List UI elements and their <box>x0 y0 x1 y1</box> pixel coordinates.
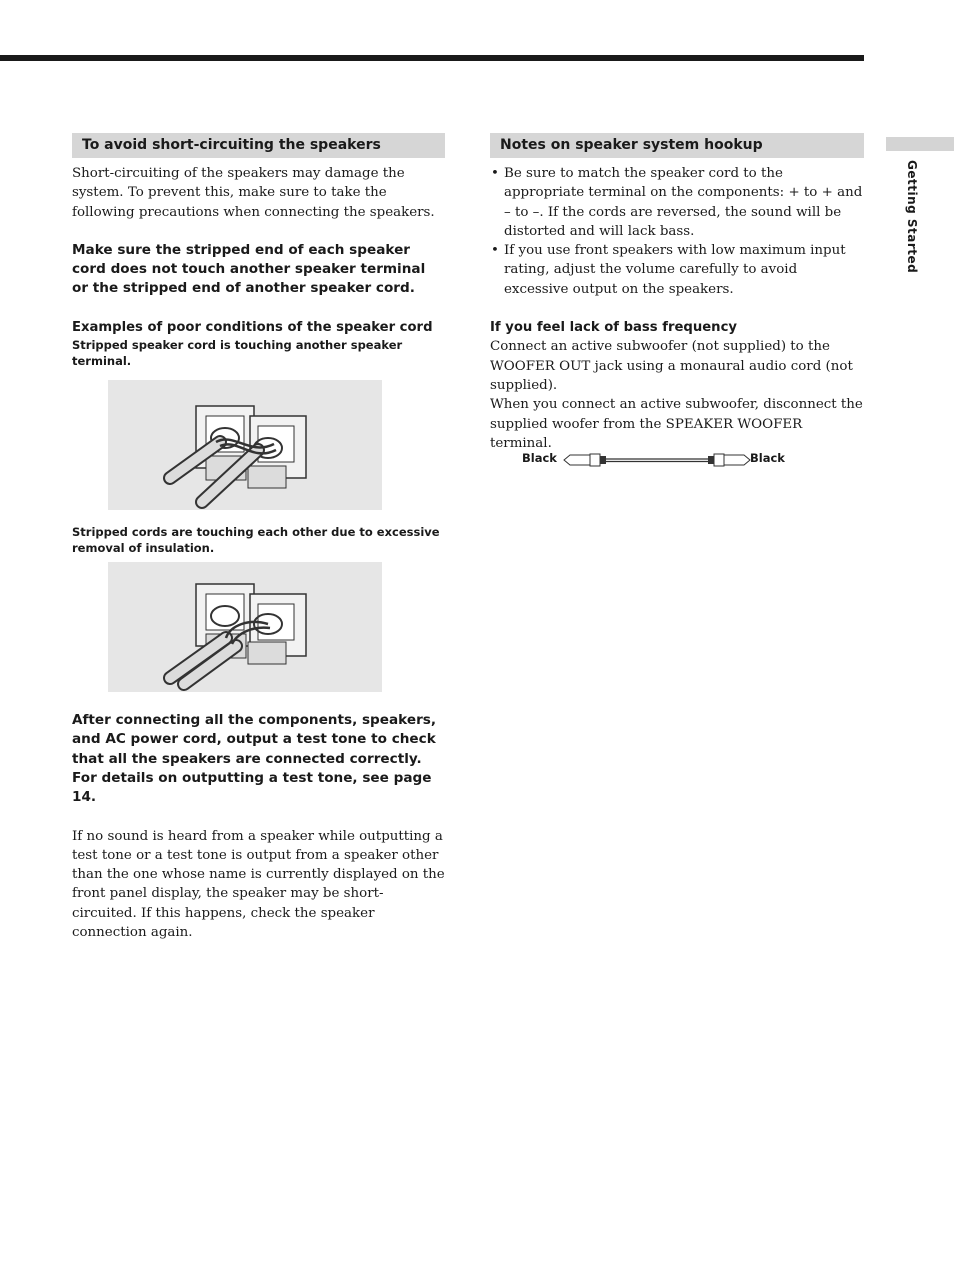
hookup-notes-list <box>490 164 864 299</box>
hookup-notes-heading: Notes on speaker system hookup <box>490 133 864 158</box>
example1-caption: Stripped speaker cord is touching another speaker terminal. <box>72 338 403 369</box>
speaker-terminal-illustration-2 <box>108 562 382 692</box>
bass-paragraph-2: When you connect an active subwoofer, disconnect the supplied woofer from the SPEAKER WOOFER terminal. <box>490 397 863 451</box>
section-tab-label: Getting Started <box>905 160 919 274</box>
cable-right-label: Black <box>750 451 785 465</box>
examples-title: Examples of poor conditions of the speaker cord <box>72 319 433 335</box>
list-item: • If you use front speakers with low maximum input rating, adjust the volume carefully to avoid excessive output on the speakers. <box>490 241 864 299</box>
cable-left-label: Black <box>522 451 557 465</box>
left-column <box>72 133 445 942</box>
short-circuit-intro: Short-circuiting of the speakers may damage the system. To prevent this, make sure to take the following precautions when connecting the speakers. <box>72 166 435 220</box>
bass-paragraph-1: Connect an active subwoofer (not supplied) to the WOOFER OUT jack using a monaural audio cord (not supplied). <box>490 339 853 393</box>
example2-caption: Stripped cords are touching each other due to excessive removal of insulation. <box>72 525 440 556</box>
no-sound-paragraph: If no sound is heard from a speaker while outputting a test tone or a test tone is output from a speaker other than the one whose name is currently displayed on the front panel display, the speaker may be short-circuited. If this happens, check the speaker connection again. <box>72 828 445 941</box>
speaker-terminal-illustration-1 <box>108 380 382 510</box>
section-tab-marker <box>886 137 954 151</box>
top-rule <box>0 55 864 61</box>
short-circuit-heading: To avoid short-circuiting the speakers <box>72 133 445 158</box>
bass-heading: If you feel lack of bass frequency <box>490 320 737 336</box>
list-item: • Be sure to match the speaker cord to the appropriate terminal on the components: + to + and – to –. If the cords are reversed, the sound will be distorted and will lack bass. <box>490 164 864 241</box>
right-column <box>490 133 864 453</box>
monaural-audio-cord-diagram <box>522 449 822 471</box>
stripped-end-warning: Make sure the stripped end of each speaker cord does not touch another speaker terminal or the stripped end of another speaker cord. <box>72 241 426 297</box>
test-tone-instruction: After connecting all the components, speakers, and AC power cord, output a test tone to check that all the speakers are connected correctly. For details on outputting a test tone, see page 14. <box>72 712 437 806</box>
